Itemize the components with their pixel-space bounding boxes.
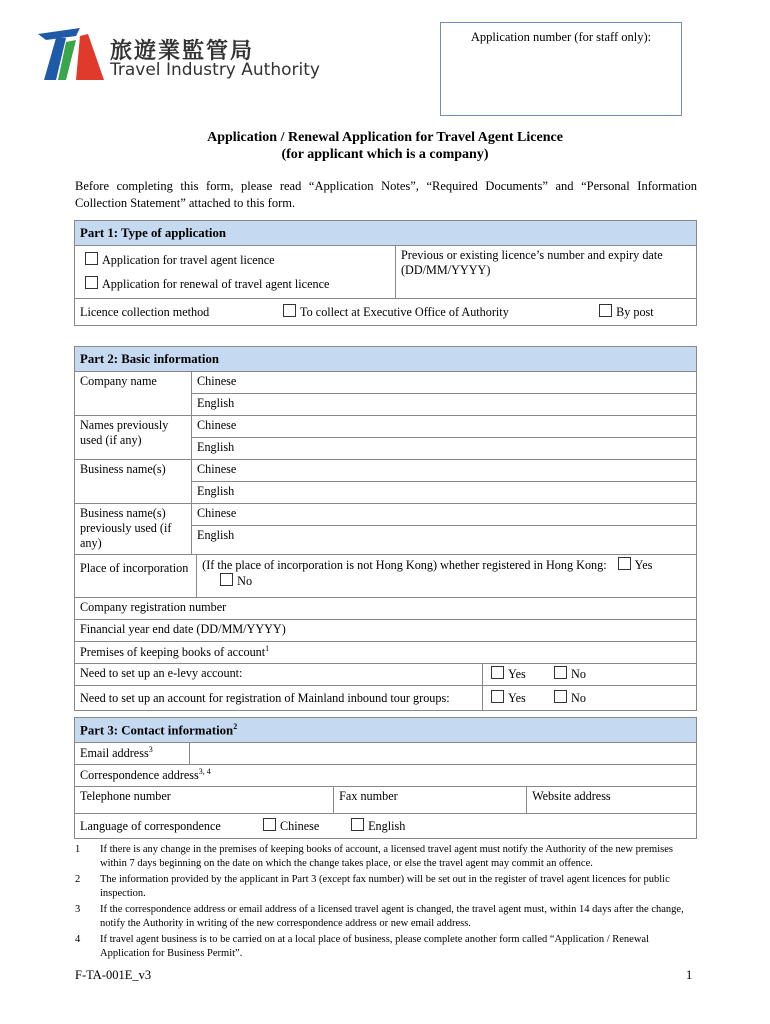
staff-box-label: Application number (for staff only): xyxy=(470,30,652,44)
checkbox[interactable] xyxy=(263,818,276,831)
mainland-label: Need to set up an account for registration of Mainland inbound tour groups: xyxy=(75,686,483,711)
company-name-english-field[interactable]: English xyxy=(192,394,697,416)
mainland-options xyxy=(483,686,697,711)
checkbox[interactable] xyxy=(283,304,296,317)
company-registration-field[interactable]: Company registration number xyxy=(75,598,697,620)
footnotes xyxy=(75,843,697,963)
footnote-ref: 2 xyxy=(233,721,238,731)
footnote: 4 If travel agent business is to be carried on at a local place of business, please complete another form called “Application / Renewal Application for Business Permit”. xyxy=(75,934,650,959)
checkbox[interactable] xyxy=(491,690,504,703)
registered-hk-no[interactable]: No xyxy=(220,573,252,589)
financial-year-field[interactable]: Financial year end date (DD/MM/YYYY) xyxy=(75,620,697,642)
business-previous-english-field[interactable]: English xyxy=(192,526,697,555)
names-previous-label: Names previously used (if any) xyxy=(75,416,192,460)
footnote: 2 The information provided by the applicant in Part 3 (except fax number) will be set out in the register of travel agent licences for public inspection. xyxy=(75,874,670,899)
checkbox[interactable] xyxy=(554,690,567,703)
part2-header: Part 2: Basic information xyxy=(75,347,697,372)
correspondence-address-field[interactable]: Correspondence address$^{3, 4}$ xyxy=(75,765,697,787)
licence-collection-row xyxy=(75,299,697,326)
registered-hk-field: (If the place of incorporation is not Hong Kong) whether registered in Hong Kong: Yes No xyxy=(197,555,697,598)
part2-table xyxy=(74,346,697,711)
language-row xyxy=(75,814,697,839)
page-number: 1 xyxy=(686,968,693,982)
mainland-yes[interactable]: Yes xyxy=(491,690,551,706)
language-english-option[interactable]: English xyxy=(351,818,405,834)
elevy-options xyxy=(483,664,697,686)
form-subtitle: (for applicant which is a company) xyxy=(281,147,489,162)
part1-table xyxy=(74,220,697,326)
checkbox[interactable] xyxy=(85,252,98,265)
business-names-label: Business name(s) xyxy=(75,460,192,504)
fax-field[interactable]: Fax number xyxy=(334,787,527,814)
elevy-yes[interactable]: Yes xyxy=(491,666,551,682)
option-new-licence[interactable]: Application for travel agent licence xyxy=(75,246,396,275)
website-field[interactable]: Website address xyxy=(527,787,697,814)
company-name-label: Company name xyxy=(75,372,192,416)
checkbox[interactable] xyxy=(351,818,364,831)
telephone-field[interactable]: Telephone number xyxy=(75,787,334,814)
business-names-english-field[interactable]: English xyxy=(192,482,697,504)
option-renew-licence[interactable]: Application for renewal of travel agent licence xyxy=(75,274,396,299)
business-previous-chinese-field[interactable]: Chinese xyxy=(192,504,697,526)
part3-table xyxy=(74,717,697,839)
business-names-chinese-field[interactable]: Chinese xyxy=(192,460,697,482)
footnote: 1 If there is any change in the premises of keeping books of account, a licensed travel agent must notify the Authority of the new premises within 7 days beginning on the date on which the change takes place, or else the travel agent may commit an offence. xyxy=(75,844,673,869)
logo-name-english: Travel Industry Authority xyxy=(110,60,320,80)
elevy-no[interactable]: No xyxy=(554,666,586,682)
email-label: Email address$^3$ xyxy=(75,743,190,765)
language-chinese-option[interactable]: Chinese xyxy=(263,818,348,834)
collection-label: Licence collection method xyxy=(80,305,210,319)
staff-application-number-box[interactable] xyxy=(440,22,682,116)
form-title: Application / Renewal Application for Travel Agent Licence xyxy=(207,130,563,145)
elevy-label: Need to set up an e-levy account: xyxy=(75,664,483,686)
footnote-ref: 3, 4 xyxy=(198,767,211,776)
prev-licence-field[interactable] xyxy=(396,246,697,299)
company-name-chinese-field[interactable]: Chinese xyxy=(192,372,697,394)
email-field[interactable] xyxy=(190,743,697,765)
tia-logo-mark xyxy=(36,26,106,82)
part1-header: Part 1: Type of application xyxy=(75,221,697,246)
by-post-option[interactable]: By post xyxy=(599,304,654,320)
footnote-ref: 3 xyxy=(148,745,153,754)
names-previous-english-field[interactable]: English xyxy=(192,438,697,460)
checkbox[interactable] xyxy=(618,557,631,570)
checkbox[interactable] xyxy=(491,666,504,679)
intro-text: Before completing this form, please read “Application Notes”, “Required Documents” and “Personal Information Collection Statement” attached to this form. xyxy=(75,179,697,210)
checkbox[interactable] xyxy=(220,573,233,586)
mainland-no[interactable]: No xyxy=(554,690,586,706)
form-code: F-TA-001E_v3 xyxy=(75,968,152,982)
prev-licence-label: Previous or existing licence’s number and expiry date (DD/MM/YYYY) xyxy=(401,248,663,277)
premises-books-field[interactable]: Premises of keeping books of account$^1$ xyxy=(75,642,697,664)
language-label: Language of correspondence xyxy=(80,819,221,833)
footnote-ref: 1 xyxy=(265,644,270,653)
part3-header: Part 3: Contact information$^2$ xyxy=(75,718,697,743)
checkbox[interactable] xyxy=(599,304,612,317)
checkbox[interactable] xyxy=(85,276,98,289)
registered-hk-yes[interactable]: Yes xyxy=(618,557,653,573)
collect-office-option[interactable]: To collect at Executive Office of Authority xyxy=(283,304,596,320)
place-incorporation-field[interactable]: Place of incorporation xyxy=(75,555,197,598)
footnote: 3 If the correspondence address or email address of a licensed travel agent is changed, the travel agent must, within 14 days after the change, notify the Authority in writing of the new correspondence address or new email address. xyxy=(75,904,684,929)
logo-name-chinese: 旅遊業監管局 xyxy=(110,39,255,64)
names-previous-chinese-field[interactable]: Chinese xyxy=(192,416,697,438)
business-previous-label: Business name(s) previously used (if any) xyxy=(75,504,192,555)
checkbox[interactable] xyxy=(554,666,567,679)
